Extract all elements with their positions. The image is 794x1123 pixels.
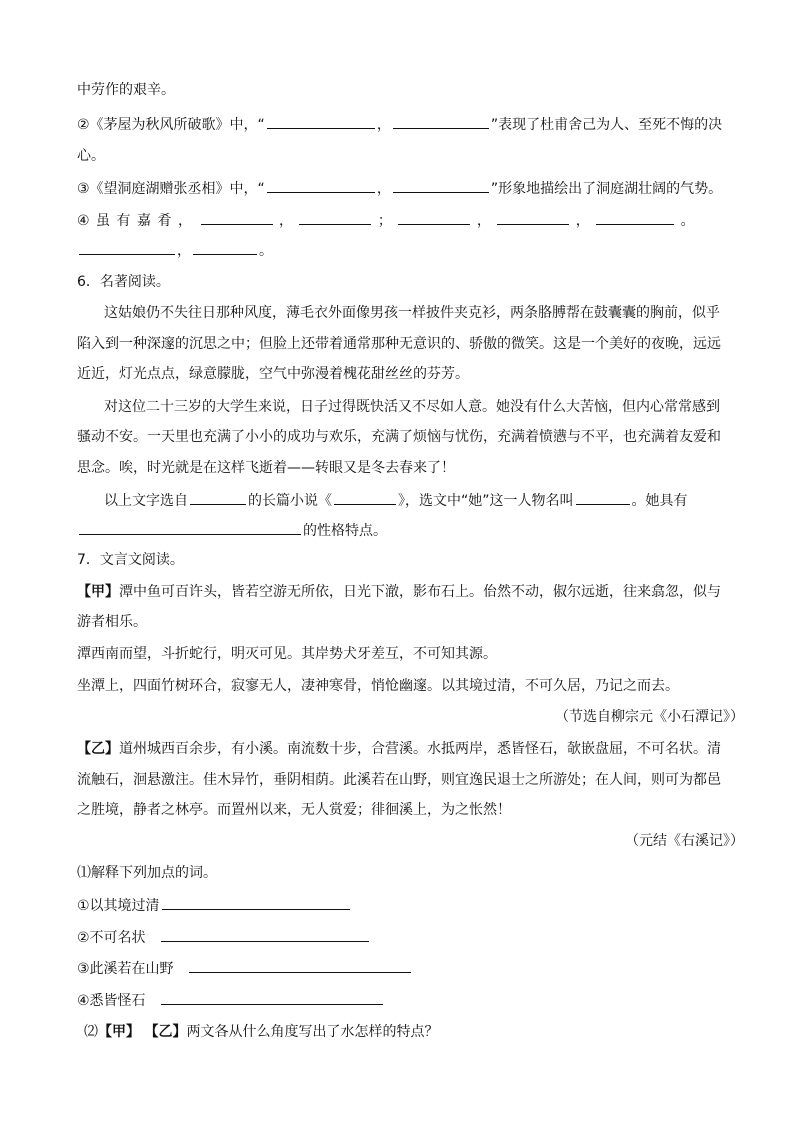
punct: ； xyxy=(377,213,392,229)
q5-item-3-tail: ”形象地描绘出了洞庭湖壮阔的气势。 xyxy=(490,181,723,197)
punct: 。 xyxy=(680,213,695,229)
punct: ， xyxy=(279,213,294,229)
q7-jia-line4: 坐潭上，四面竹树环合，寂寥无人，凄神寒骨，悄怆幽邃。以其境过清，不可久居，乃记之而去。 xyxy=(77,678,679,694)
novel-blank[interactable] xyxy=(334,490,396,505)
jia-label: 【甲】 xyxy=(98,1024,140,1040)
jia-label: 【甲】 xyxy=(77,584,119,600)
q5-item-3 xyxy=(77,178,722,199)
q7-jia-line3: 潭西南而望，斗折蛇行，明灭可见。其岸势犬牙差互，不可知其源。 xyxy=(77,646,497,662)
yi-label: 【乙】 xyxy=(144,1024,187,1040)
q7-sub1: ⑴解释下列加点的词。 xyxy=(77,865,217,881)
word-prompt: ②不可名状 xyxy=(77,930,146,946)
q5-item-3-prompt: ③《望洞庭湖赠张丞相》中，“ xyxy=(77,181,265,197)
answer-blank[interactable] xyxy=(79,240,175,255)
q6-para2-line1: 对这位二十三岁的大学生来说，日子过得既快活又不尽如人意。她没有什么大苦恼，但内心常常感到 xyxy=(104,399,720,415)
sub2-number: ⑵ xyxy=(84,1024,98,1040)
answer-blank[interactable] xyxy=(398,210,470,225)
q7-yi-source: （元结《右溪记》） xyxy=(625,833,744,849)
punct: ， xyxy=(476,213,491,229)
q5-continuation: 中劳作的艰辛。 xyxy=(77,82,175,98)
q6-para2-line2: 骚动不安。一天里也充满了小小的成功与欢乐，充满了烦恼与忧伤，充满着愤懑与不平，也充满着友爱和 xyxy=(77,429,721,445)
q7-jia-line2: 游者相乐。 xyxy=(77,614,147,630)
q6-question-wrap xyxy=(77,520,387,541)
word-prompt: ③此溪若在山野 xyxy=(77,961,174,977)
q7-yi-line2: 流触石，洄悬激注。佳木异竹，垂阴相荫。此溪若在山野，则宜逸民退士之所游处；在人间，则可为都邑 xyxy=(77,772,721,788)
jia-text: 潭中鱼可百许头，皆若空游无所依，日光下澈，影布石上。佁然不动，俶尔远逝，往来翕忽，似与 xyxy=(119,584,721,600)
q6-question-text: 的性格特点。 xyxy=(303,523,387,539)
q7-sub2 xyxy=(84,1022,438,1042)
word-prompt: ④悉皆怪石 xyxy=(77,993,146,1009)
answer-blank[interactable] xyxy=(497,210,569,225)
q6-question-text: 的长篇小说《 xyxy=(248,493,332,509)
q6-para1-line1: 这姑娘仍不失往日那种风度，薄毛衣外面像男孩一样披件夹克衫，两条胳膊帮在鼓囊囊的胸前，似乎 xyxy=(104,305,720,321)
q5-item-2 xyxy=(77,114,722,135)
answer-blank[interactable] xyxy=(193,240,257,255)
q6-question-text: 。她具有 xyxy=(631,493,688,509)
q7-yi-line1 xyxy=(77,739,721,759)
q7-word-3 xyxy=(77,958,413,979)
q5-item-2-wrap: 心。 xyxy=(77,148,105,164)
answer-blank[interactable] xyxy=(393,114,489,129)
punct: ， xyxy=(177,243,191,259)
q6-para1-line3: 近近，灯光点点，绿意朦胧，空气中弥漫着槐花甜丝丝的芬芳。 xyxy=(77,366,469,382)
answer-blank[interactable] xyxy=(161,927,369,942)
trait-blank[interactable] xyxy=(79,520,301,535)
q5-item-4-wrap xyxy=(77,240,273,261)
q6-question xyxy=(104,490,688,511)
q6-para1-line2: 陷入到一种深邃的沉思之中；但脸上还带着通常那种无意识的、骄傲的微笑。这是一个美好的夜晚，远远 xyxy=(77,336,721,352)
q7-word-2 xyxy=(77,927,371,948)
answer-blank[interactable] xyxy=(161,990,383,1005)
answer-blank[interactable] xyxy=(162,895,350,910)
punct: 。 xyxy=(259,243,273,259)
sub2-text: 两文各从什么角度写出了水怎样的特点？ xyxy=(186,1024,439,1040)
punct: ， xyxy=(376,117,391,133)
q5-item-2-tail: ”表现了杜甫舍己为人、至死不悔的决 xyxy=(490,117,723,133)
q6-question-text: 》，选文中“她”这一人物名叫 xyxy=(398,493,574,509)
q6-para2-line3: 思念。唉，时光就是在这样飞逝着——转眼又是冬去春来了！ xyxy=(77,460,455,476)
q5-item-2-prompt: ②《茅屋为秋风所破歌》中，“ xyxy=(77,117,265,133)
answer-blank[interactable] xyxy=(299,210,371,225)
q5-item-4 xyxy=(77,210,695,231)
author-blank[interactable] xyxy=(190,490,246,505)
answer-blank[interactable] xyxy=(596,210,674,225)
yi-text: 道州城西百余步，有小溪。南流数十步，合营溪。水抵两岸，悉皆怪石，欹嵌盘屈，不可名状。清 xyxy=(119,741,721,757)
answer-blank[interactable] xyxy=(189,958,411,973)
punct: ， xyxy=(575,213,590,229)
answer-blank[interactable] xyxy=(267,114,375,129)
punct: ， xyxy=(376,181,391,197)
answer-blank[interactable] xyxy=(393,178,489,193)
q6-title: 6．名著阅读。 xyxy=(77,274,170,290)
q7-jia-line1 xyxy=(77,582,721,602)
q7-word-1 xyxy=(77,895,352,916)
answer-blank[interactable] xyxy=(267,178,375,193)
q5-item-4-prompt: ④虽有嘉肴， xyxy=(77,213,199,229)
q7-jia-source: （节选自柳宗元《小石潭记》） xyxy=(555,709,744,725)
q7-word-4 xyxy=(77,990,385,1011)
q7-yi-line3: 之胜境，静者之林亭。而置州以来，无人赏爱；徘徊溪上，为之怅然！ xyxy=(77,802,511,818)
word-prompt: ①以其境过清 xyxy=(77,898,160,914)
q7-title: 7．文言文阅读。 xyxy=(77,552,184,568)
answer-blank[interactable] xyxy=(201,210,273,225)
character-blank[interactable] xyxy=(576,490,630,505)
q6-question-text: 以上文字选自 xyxy=(104,493,188,509)
yi-label: 【乙】 xyxy=(77,741,119,757)
